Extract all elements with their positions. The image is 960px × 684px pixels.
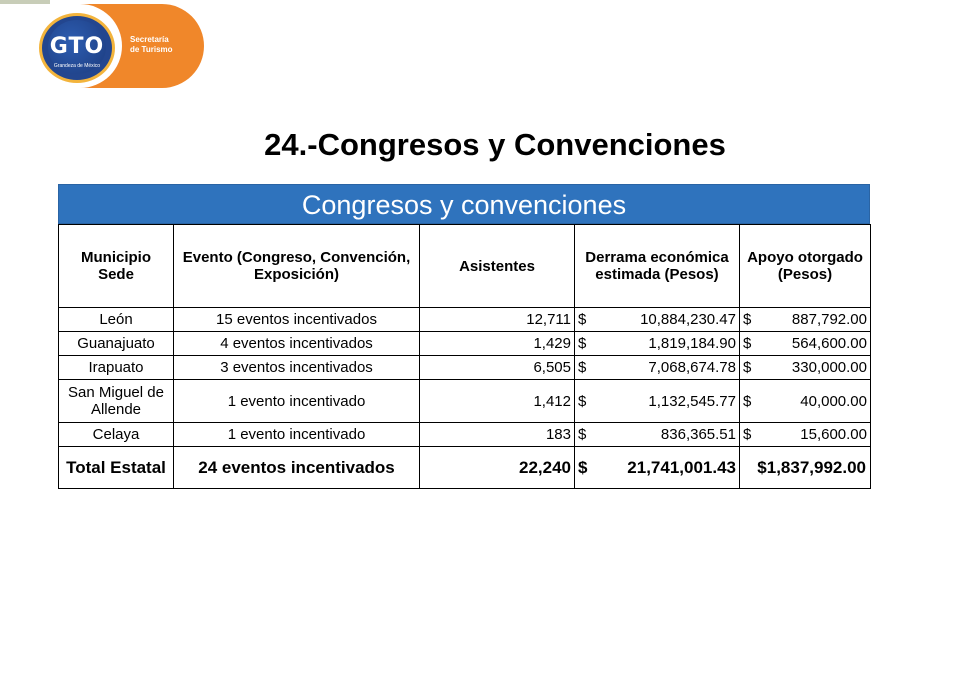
cell-asistentes: 183 [420, 423, 575, 447]
gto-logo-icon [39, 13, 115, 83]
apoyo-value: 40,000.00 [800, 392, 867, 410]
currency-symbol: $ [578, 335, 587, 352]
currency-symbol: $ [743, 359, 752, 376]
logo-org-line2: de Turismo [130, 45, 173, 54]
cell-apoyo [740, 380, 871, 423]
cell-municipio: Celaya [59, 423, 174, 447]
derrama-value: 7,068,674.78 [648, 359, 736, 376]
table-header-row [59, 225, 871, 308]
apoyo-value: 887,792.00 [791, 311, 867, 328]
currency-symbol: $ [743, 335, 752, 352]
total-apoyo: $1,837,992.00 [740, 447, 871, 489]
cell-derrama [575, 356, 740, 380]
cell-municipio: Irapuato [59, 356, 174, 380]
table-row [59, 308, 871, 332]
header-evento: Evento (Congreso, Convención, Exposición) [174, 225, 420, 308]
apoyo-value: 564,600.00 [791, 335, 867, 352]
currency-symbol: $ [578, 392, 587, 410]
derrama-value: 836,365.51 [660, 426, 736, 443]
cell-apoyo [740, 332, 871, 356]
logo-org-line1: Secretaría [130, 35, 169, 44]
currency-symbol: $ [743, 426, 752, 443]
cell-municipio: León [59, 308, 174, 332]
cell-derrama [575, 423, 740, 447]
header-derrama: Derrama económica estimada (Pesos) [575, 225, 740, 308]
derrama-value: 1,132,545.77 [648, 392, 736, 410]
derrama-value: 1,819,184.90 [648, 335, 736, 352]
header-apoyo: Apoyo otorgado (Pesos) [740, 225, 871, 308]
total-label: Total Estatal [59, 447, 174, 489]
cell-evento: 15 eventos incentivados [174, 308, 420, 332]
cell-asistentes: 1,412 [420, 380, 575, 423]
cell-apoyo [740, 356, 871, 380]
table-row [59, 332, 871, 356]
apoyo-value: 15,600.00 [800, 426, 867, 443]
logo-org-name [130, 35, 173, 55]
cell-derrama [575, 308, 740, 332]
total-evento: 24 eventos incentivados [174, 447, 420, 489]
cell-apoyo [740, 423, 871, 447]
currency-symbol: $ [578, 359, 587, 376]
currency-symbol: $ [578, 311, 587, 328]
table-row [59, 380, 871, 423]
total-derrama [575, 447, 740, 489]
events-table-container [58, 184, 870, 489]
cell-municipio: Guanajuato [59, 332, 174, 356]
table-banner: Congresos y convenciones [58, 184, 870, 224]
total-asistentes: 22,240 [420, 447, 575, 489]
cell-derrama [575, 380, 740, 423]
cell-evento: 3 eventos incentivados [174, 356, 420, 380]
logo-tagline: Grandeza de México [53, 63, 101, 69]
table-row [59, 423, 871, 447]
derrama-value: 10,884,230.47 [640, 311, 736, 328]
cell-municipio: San Miguel de Allende [59, 380, 174, 423]
events-table [58, 224, 871, 489]
currency-symbol: $ [578, 457, 588, 477]
logo-brand: GTO [49, 34, 105, 59]
cell-evento: 1 evento incentivado [174, 380, 420, 423]
currency-symbol: $ [578, 426, 587, 443]
cell-derrama [575, 332, 740, 356]
cell-evento: 4 eventos incentivados [174, 332, 420, 356]
header-asistentes: Asistentes [420, 225, 575, 308]
table-total-row [59, 447, 871, 489]
cell-asistentes: 6,505 [420, 356, 575, 380]
page-title: 24.-Congresos y Convenciones [264, 127, 726, 162]
header-municipio: Municipio Sede [59, 225, 174, 308]
currency-symbol: $ [743, 392, 752, 410]
currency-symbol: $ [743, 311, 752, 328]
table-row [59, 356, 871, 380]
cell-evento: 1 evento incentivado [174, 423, 420, 447]
apoyo-value: 330,000.00 [791, 359, 867, 376]
cell-asistentes: 12,711 [420, 308, 575, 332]
cell-apoyo [740, 308, 871, 332]
cell-asistentes: 1,429 [420, 332, 575, 356]
total-derrama-value: 21,741,001.43 [627, 457, 736, 477]
